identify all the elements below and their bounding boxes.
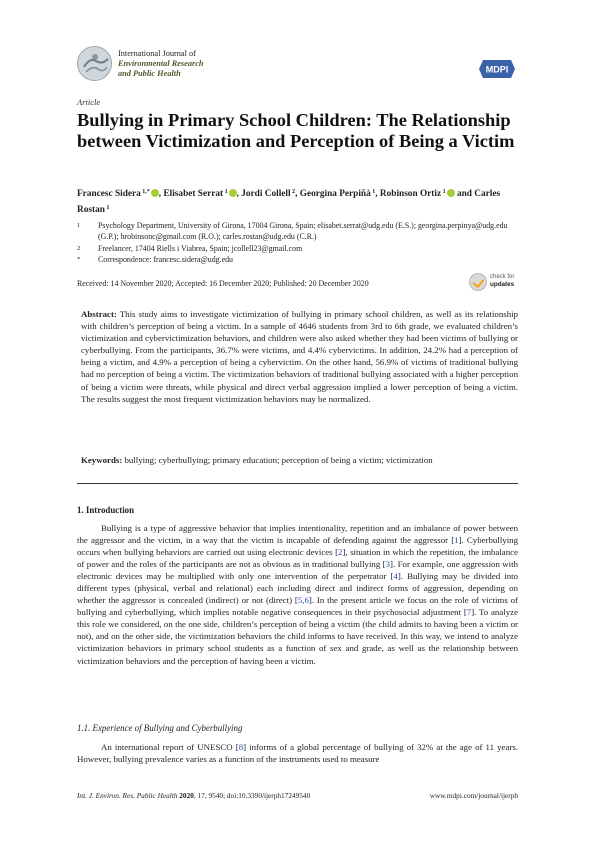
affiliation-mark: 2 — [77, 244, 81, 252]
citation-link[interactable]: 1 — [454, 535, 459, 546]
author-separator: , — [295, 189, 300, 199]
footer-citation: , 17, 9540; doi:10.3390/ijerph17249540 — [193, 791, 311, 800]
check-updates-icon — [469, 273, 487, 291]
check-updates-line2: updates — [490, 281, 515, 288]
intro-paragraph-1 — [77, 522, 518, 667]
publisher-logo-text: MDPI — [485, 64, 509, 75]
subsection-heading: 1.1. Experience of Bullying and Cyberbullying — [77, 723, 243, 733]
author-name[interactable]: Robinson Ortiz — [379, 189, 442, 199]
orcid-icon[interactable] — [229, 189, 237, 197]
citation-link[interactable]: 3 — [385, 559, 391, 570]
author-separator: , — [375, 189, 380, 199]
paragraph-text: ]. To analyze this role we considered, on the one side, children’s perception of being a victim (the child admits to having been a victim or not), and on the other side, the victimization behaviors the child informs to have received. In this way, we intend to analyze victimization behaviors in primary school students as a function of sex and grade, as well as the relationship between victimization behaviors and the perception of having been a victim. — [77, 607, 518, 666]
page-header — [77, 46, 517, 86]
citation-link[interactable]: 4 — [393, 571, 398, 582]
orcid-icon[interactable] — [447, 189, 455, 197]
author-separator: , — [158, 189, 164, 199]
affiliation-text: Correspondence: francesc.sidera@udg.edu — [98, 255, 233, 265]
author-list — [77, 185, 527, 217]
citation-link[interactable]: 8 — [238, 742, 244, 752]
citation-link[interactable]: 2 — [338, 547, 343, 558]
affiliation-text: Psychology Department, University of Girona, 17004 Girona, Spain; elisabet.serrat@udg.edu (E.S.); georgina.perpinya@udg.edu (G.P.); hrobinsonc@gmail.com (R.O.); carles.rostan@udg.edu (C.R.) — [98, 221, 508, 242]
author-separator: and — [454, 189, 475, 199]
footer-journal-url[interactable]: www.mdpi.com/journal/ijerph — [429, 791, 518, 800]
paragraph-text: ]. For example, one aggression with electronic devices may be multiplied with only one intervention of the perpetrator [ — [77, 559, 518, 582]
paragraph-text: Bullying is a type of aggressive behavior that implies intentionality, repetition and an imbalance of power between the aggressor and the victim, in a way that the victim is incapable of defending against the aggressor [ — [77, 523, 518, 546]
keywords-label: Keywords: — [81, 455, 123, 465]
footer-journal: Int. J. Environ. Res. Public Health — [77, 791, 178, 800]
author-name[interactable]: Carles Rostan — [77, 189, 501, 215]
keywords-text: bullying; cyberbullying; primary education; perception of being a victim; victimization — [122, 455, 433, 465]
citation-link[interactable]: 7 — [466, 607, 472, 618]
author-name[interactable]: Georgina Perpiñà — [299, 189, 371, 199]
journal-name-line3: and Public Health — [118, 69, 181, 78]
author-affiliation-mark: 1 — [223, 189, 228, 195]
abstract — [81, 308, 518, 405]
journal-name-line2: Environmental Research — [118, 59, 204, 68]
journal-name — [118, 49, 204, 79]
author-affiliation-mark: 1,* — [140, 189, 150, 195]
author-name[interactable]: Jordi Collell — [241, 189, 291, 199]
paragraph-text: ]. In the present article we focus on the role of victims of bullying and cyberbullying, which implies notable negative consequences in their psychosocial adjustment [ — [77, 595, 518, 618]
publisher-logo — [477, 56, 517, 82]
publication-dates: Received: 14 November 2020; Accepted: 16 December 2020; Published: 20 December 2020 — [77, 279, 369, 288]
affiliation-text: Freelancer, 17404 Riells i Viabrea, Spain; jcollell23@gmail.com — [98, 243, 303, 253]
page-footer — [77, 791, 518, 800]
abstract-label: Abstract: — [81, 309, 117, 319]
author-name[interactable]: Elisabet Serrat — [163, 189, 224, 199]
divider — [77, 483, 518, 484]
check-for-updates-badge[interactable] — [469, 272, 519, 292]
paragraph-text: ] informs of a global percentage of bullying of 32% at the age of 11 years. However, bullying prevalence varies as a function of the instruments used to measure — [77, 742, 518, 765]
affiliations — [77, 220, 527, 266]
author-affiliation-mark: 1 — [370, 189, 376, 195]
citation-link[interactable]: 5,6 — [297, 595, 309, 606]
author-affiliation-mark: 2 — [290, 189, 296, 195]
journal-name-line1: International Journal of — [118, 49, 196, 58]
affiliation-row — [77, 220, 527, 243]
paragraph-text: ]. Cyberbullying occurs when bullying behaviors are carried out using electronic devices [ — [77, 535, 518, 558]
paragraph-text: ], situation in which the repetition, the imbalance of power and the roles of the participants are not as obvious as in traditional bullying [ — [77, 547, 518, 570]
author-affiliation-mark: 1 — [441, 189, 446, 195]
affiliation-row — [77, 243, 527, 254]
author-affiliation-mark: 1 — [104, 205, 110, 211]
journal-logo — [77, 46, 112, 81]
check-updates-line1: check for — [490, 274, 515, 280]
author-separator: , — [236, 189, 242, 199]
paragraph-text: An international report of UNESCO [ — [101, 742, 239, 752]
footer-year: 2020 — [179, 791, 194, 800]
keywords — [81, 454, 518, 466]
intro-paragraph-2 — [77, 741, 518, 765]
affiliation-mark: * — [77, 256, 81, 264]
affiliation-row — [77, 254, 527, 265]
orcid-icon[interactable] — [151, 189, 159, 197]
section-heading-introduction: 1. Introduction — [77, 505, 135, 515]
author-name[interactable]: Francesc Sidera — [77, 189, 141, 199]
paragraph-text: ]. Bullying may be divided into different types (physical, verbal and relational) each including direct and indirect forms of aggression, depending on whether the aggressor is concealed (indirect) or not (direct) [ — [77, 571, 518, 606]
article-type: Article — [77, 97, 101, 107]
abstract-text: This study aims to investigate victimization of bullying in primary school children, as well as its relationship with children’s perception of being a victim. In a sample of 4646 students from 3rd to 6th grade, we evaluated children’s victimization and cybervictimization behaviors, and children were also asked whether they had been victims of bullying or cyberbullying. From the participants, 36.7% were victims, and 4.4% cybervictims. In addition, 24.2% had a perception of being a victim, and 4.9% a perception of being a cybervictim. On the other hand, 56.9% of victims of traditional bullying had no perception of being a victim. The victimization behaviors of traditional bullying associated with a higher perception of being a victim were threats, while physical and direct verbal aggression implied a lower perception of being a victim. The results suggest the most frequent victimization behaviors may be normalized. — [81, 309, 518, 404]
article-title: Bullying in Primary School Children: The Relationship between Victimization and Perception of Being a Victim — [77, 110, 515, 151]
affiliation-mark: 1 — [77, 222, 81, 229]
